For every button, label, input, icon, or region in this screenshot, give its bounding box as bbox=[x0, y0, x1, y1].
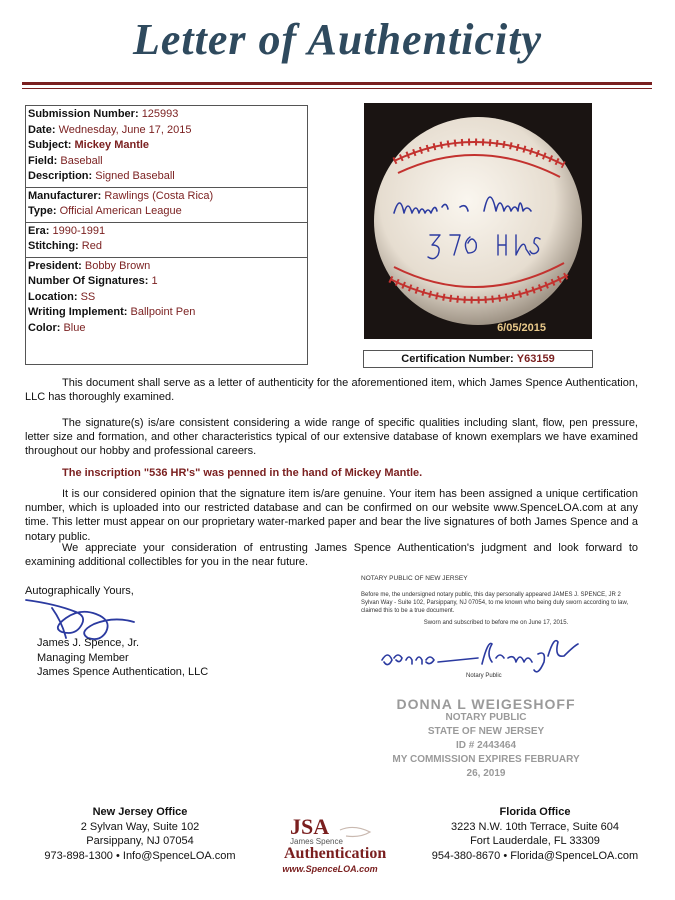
signer-name: James J. Spence, Jr. bbox=[37, 637, 140, 649]
detail-value: Red bbox=[81, 240, 102, 252]
detail-label: Field: bbox=[28, 154, 58, 167]
stamp-line1: NOTARY PUBLIC bbox=[445, 712, 527, 723]
signer-role: Managing Member bbox=[37, 651, 129, 664]
detail-value: Mickey Mantle bbox=[74, 139, 150, 151]
notary-section bbox=[361, 575, 631, 627]
detail-row-subject bbox=[28, 138, 305, 154]
detail-row-submission bbox=[28, 107, 305, 123]
photo-date-stamp: 6/05/2015 bbox=[497, 322, 546, 334]
letter-paragraph-5: We appreciate your consideration of entrusting James Spence Authentication's judgment and look forward to examining additional collectibles for you in the near future. bbox=[25, 542, 638, 569]
inscription-statement: The inscription "536 HR's" was penned in the hand of Mickey Mantle. bbox=[62, 467, 423, 479]
fl-office-line3: 954-380-8670 • Florida@SpenceLOA.com bbox=[431, 849, 639, 862]
detail-label: Description: bbox=[28, 170, 93, 182]
detail-row-manufacturer bbox=[28, 189, 305, 205]
fl-office-line2: Fort Lauderdale, FL 33309 bbox=[470, 835, 600, 847]
stamp-expires: MY COMMISSION EXPIRES FEBRUARY 26, 2019 bbox=[392, 754, 580, 779]
jsa-logo-word: Authentication bbox=[284, 845, 387, 862]
detail-label: Number Of Signatures: bbox=[28, 275, 149, 287]
fl-office-line1: 3223 N.W. 10th Terrace, Suite 604 bbox=[451, 820, 619, 833]
detail-label: President: bbox=[28, 259, 82, 272]
detail-value: 1990-1991 bbox=[52, 224, 106, 237]
detail-value: 1 bbox=[151, 275, 158, 287]
fl-office-heading: Florida Office bbox=[499, 806, 571, 818]
detail-row-type bbox=[28, 204, 305, 220]
footer-nj-office bbox=[40, 805, 240, 863]
james-spence-signature bbox=[22, 592, 142, 642]
footer-fl-office bbox=[425, 805, 645, 863]
details-group-1 bbox=[26, 106, 307, 188]
notary-body: Before me, the undersigned notary public, this day personally appeared JAMES J. SPENCE, JR 2 Sylvan Way - Suite 102, Parsippany, NJ 07054, to me known who being duly sworn according to law, claimed this to be a true document. bbox=[361, 592, 629, 614]
detail-label: Type: bbox=[28, 205, 57, 217]
stamp-line2: STATE OF NEW JERSEY bbox=[427, 726, 545, 737]
title-rule-thin bbox=[22, 88, 652, 89]
certification-number-box bbox=[363, 350, 593, 368]
jsa-website-link[interactable]: www.SpenceLOA.com bbox=[282, 864, 378, 874]
detail-label: Color: bbox=[28, 321, 61, 334]
jsa-logo-graphic bbox=[270, 812, 390, 864]
nj-office-line1: 2 Sylvan Way, Suite 102 bbox=[80, 820, 200, 833]
nj-office-line2: Parsippany, NJ 07054 bbox=[86, 835, 194, 847]
detail-row-implement bbox=[28, 305, 305, 321]
detail-row-color bbox=[28, 321, 305, 337]
detail-label: Submission Number: bbox=[28, 108, 139, 120]
baseball-photo bbox=[364, 103, 592, 339]
letter-paragraph-4: It is our considered opinion that the signature item is/are genuine. Your item has been assigned a unique certification number, which is uploaded into our restricted database and can be confirmed on our website www.SpenceLOA.com at any time. This letter must appear on our proprietary water-marked paper and bear the live signatures of both James Spence and a notary public. bbox=[25, 488, 638, 543]
detail-label: Location: bbox=[28, 290, 78, 303]
details-group-2 bbox=[26, 188, 307, 223]
stamp-id: ID # 2443464 bbox=[455, 740, 517, 751]
nj-office-heading: New Jersey Office bbox=[92, 806, 188, 818]
detail-label: Subject: bbox=[28, 139, 72, 151]
detail-row-president bbox=[28, 259, 305, 275]
detail-row-location bbox=[28, 290, 305, 306]
detail-row-description bbox=[28, 169, 305, 185]
notary-sworn: Sworn and subscribed to before me on June 17, 2015. bbox=[423, 620, 569, 626]
detail-value: Ballpoint Pen bbox=[130, 306, 196, 318]
details-group-4 bbox=[26, 258, 307, 339]
cert-label: Certification Number: bbox=[401, 353, 514, 365]
detail-row-era bbox=[28, 224, 305, 240]
cert-value: Y63159 bbox=[516, 353, 555, 365]
detail-row-signatures bbox=[28, 274, 305, 290]
details-group-3 bbox=[26, 223, 307, 258]
baseball-image bbox=[364, 103, 592, 339]
stamp-name: DONNA L WEIGESHOFF bbox=[396, 696, 576, 712]
letter-paragraph-1: This document shall serve as a letter of authenticity for the aforementioned item, which James Spence Authentication, LLC has thoroughly examined. bbox=[25, 377, 638, 404]
page-title: Letter of Authenticity bbox=[133, 15, 542, 64]
notary-public-label: Notary Public bbox=[466, 673, 502, 679]
signer-company: James Spence Authentication, LLC bbox=[37, 666, 209, 678]
jsa-logo-sub: James Spence bbox=[290, 837, 343, 846]
detail-value: Blue bbox=[63, 321, 86, 334]
detail-value: Official American League bbox=[59, 205, 182, 217]
detail-row-stitching bbox=[28, 239, 305, 255]
detail-value: Baseball bbox=[60, 154, 103, 167]
detail-value: 125993 bbox=[141, 108, 179, 120]
detail-value: Bobby Brown bbox=[84, 259, 151, 272]
detail-value: Rawlings (Costa Rica) bbox=[104, 189, 214, 202]
detail-label: Writing Implement: bbox=[28, 306, 128, 318]
detail-value: Signed Baseball bbox=[95, 170, 175, 182]
title-rule-thick bbox=[22, 82, 652, 85]
nj-office-line3: 973-898-1300 • Info@SpenceLOA.com bbox=[44, 849, 236, 862]
detail-label: Stitching: bbox=[28, 240, 79, 252]
signature-block bbox=[37, 636, 208, 680]
detail-label: Era: bbox=[28, 224, 50, 237]
detail-label: Date: bbox=[28, 123, 56, 136]
detail-row-field bbox=[28, 154, 305, 170]
notary-stamp bbox=[386, 697, 586, 781]
jsa-logo-main: JSA bbox=[290, 814, 330, 839]
signoff-text: Autographically Yours, bbox=[25, 585, 134, 597]
notary-signature bbox=[378, 636, 598, 678]
letter-paragraph-2: The signature(s) is/are consistent considering a wide range of specific qualities including slant, flow, pen pressure, letter size and formation, and other characteristics typical of our extensive database of known exemplars we have examined throughout our hobby and professional careers. bbox=[25, 417, 638, 458]
detail-label: Manufacturer: bbox=[28, 189, 102, 202]
notary-heading: NOTARY PUBLIC OF NEW JERSEY bbox=[361, 575, 468, 582]
detail-value: Wednesday, June 17, 2015 bbox=[58, 123, 192, 136]
detail-value: SS bbox=[80, 290, 96, 303]
item-details-box bbox=[25, 105, 308, 365]
detail-row-date bbox=[28, 123, 305, 139]
